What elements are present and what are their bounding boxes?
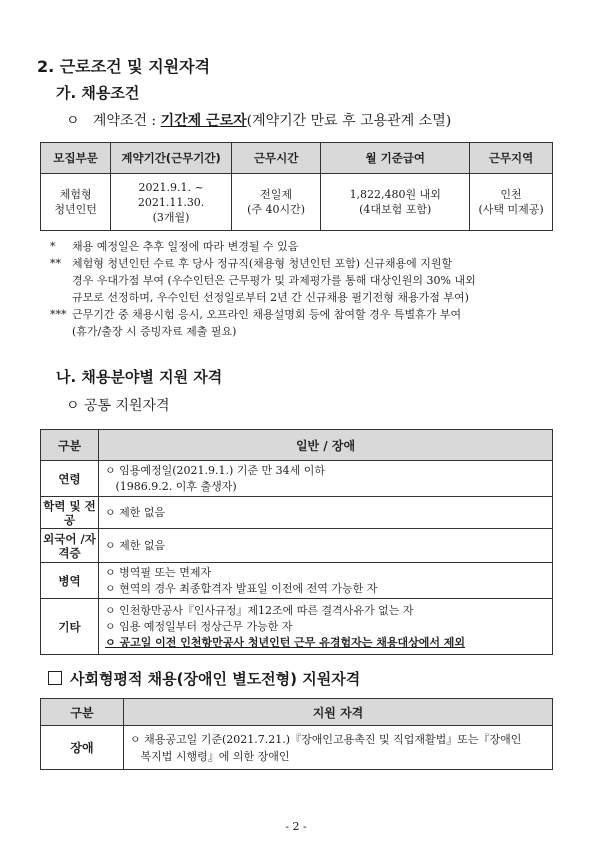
cell-division: 체험형 청년인턴: [41, 174, 111, 231]
disability-qualification-table: [40, 698, 553, 770]
contract-label: 계약조건 :: [92, 113, 161, 129]
cell-hours: 전일제 (주 40시간): [231, 174, 321, 231]
table-row: [41, 599, 553, 655]
contract-line: [66, 110, 451, 130]
header-cell: 계약기간(근무기간): [111, 143, 232, 174]
table-row: [41, 726, 553, 770]
row-key: 학력 및 전공: [41, 497, 99, 529]
cell-salary: 1,822,480원 내외 (4대보험 포함): [321, 174, 470, 231]
table-row: [41, 174, 553, 231]
table-header-row: [41, 430, 553, 461]
subsection-title-a: 가. 채용조건: [56, 84, 140, 102]
contract-emphasis: 기간제 근로자: [160, 113, 247, 129]
common-qualification-line: ㅇ 공통 지원자격: [66, 398, 170, 414]
row-value: ㅇ 임용예정일(2021.9.1.) 기준 만 34세 이하 (1986.9.2. 이후 출생자): [99, 461, 553, 497]
table-row: [41, 461, 553, 497]
checkbox-square-icon: [48, 671, 62, 685]
row-key: 병역: [41, 563, 99, 599]
row-key: 기타: [41, 599, 99, 655]
qualification-table: [40, 429, 553, 655]
table-row: [41, 497, 553, 529]
cell-period: 2021.9.1. ~ 2021.11.30. (3개월): [111, 174, 232, 231]
header-cell: 근무시간: [231, 143, 321, 174]
row-value: ㅇ 채용공고일 기준(2021.7.21.)『장애인고용촉진 및 직업재활법』또는『장애인 복지법 시행령』에 의한 장애인: [124, 726, 553, 770]
conditions-table: [40, 142, 553, 231]
header-cell: 근무지역: [470, 143, 553, 174]
header-cell: 모집부문: [41, 143, 111, 174]
note-item: ** 체험형 청년인턴 수료 후 당사 정규직(채용형 청년인턴 포함) 신규채용에 지원할 경우 우대가점 부여 (우수인턴은 근무평가 및 과제평가를 통해 대상인원의 30% 내외 규모로 선정하며, 우수인턴 선정일로부터 2년 간 신규채용 필기전형 채용가점 부여): [50, 257, 476, 304]
header-cell: 월 기준급여: [321, 143, 470, 174]
row-value: ㅇ 병역필 또는 면제자 ㅇ 현역의 경우 최종합격자 발표일 이전에 전역 가능한 자: [99, 563, 553, 599]
row-value: ㅇ 제한 없음: [99, 529, 553, 563]
cell-location: 인천 (사택 미제공): [470, 174, 553, 231]
table-header-row: [41, 143, 553, 174]
header-cell: 구분: [41, 699, 124, 726]
header-cell: 구분: [41, 430, 99, 461]
header-cell: 지원 자격: [124, 699, 553, 726]
header-cell: 일반 / 장애: [99, 430, 553, 461]
contract-rest: (계약기간 만료 후 고용관계 소멸): [246, 113, 452, 129]
section-title: 2. 근로조건 및 지원자격: [37, 57, 211, 76]
row-value: ㅇ 제한 없음: [99, 497, 553, 529]
notes: [50, 238, 560, 340]
table-header-row: [41, 699, 553, 726]
social-equity-title: 사회형평적 채용(장애인 별도전형) 지원자격: [48, 668, 360, 689]
row-key: 연령: [41, 461, 99, 497]
row-value: ㅇ 인천항만공사『인사규정』제12조에 따른 결격사유가 없는 자 ㅇ 임용 예정일부터 정상근무 가능한 자 ㅇ 공고일 이전 인천항만공사 청년인턴 근무 유경험자는 채용대상에서 제외: [99, 599, 553, 655]
bullet: ㅇ: [66, 113, 80, 129]
row-key: 외국어 /자격증: [41, 529, 99, 563]
subsection-title-b: 나. 채용분야별 지원 자격: [56, 368, 223, 386]
table-row: [41, 529, 553, 563]
exclusion-note: ㅇ 공고일 이전 인천항만공사 청년인턴 근무 유경험자는 채용대상에서 제외: [105, 635, 466, 649]
note-item: *** 근무기간 중 채용시험 응시, 오프라인 채용설명회 등에 참여할 경우 특별휴가 부여 (휴가/출장 시 증빙자료 제출 필요): [50, 308, 462, 338]
row-key: 장애: [41, 726, 124, 770]
page-number: - 2 -: [285, 820, 307, 833]
table-row: [41, 563, 553, 599]
note-item: * 채용 예정일은 추후 일정에 따라 변경될 수 있음: [50, 240, 299, 253]
